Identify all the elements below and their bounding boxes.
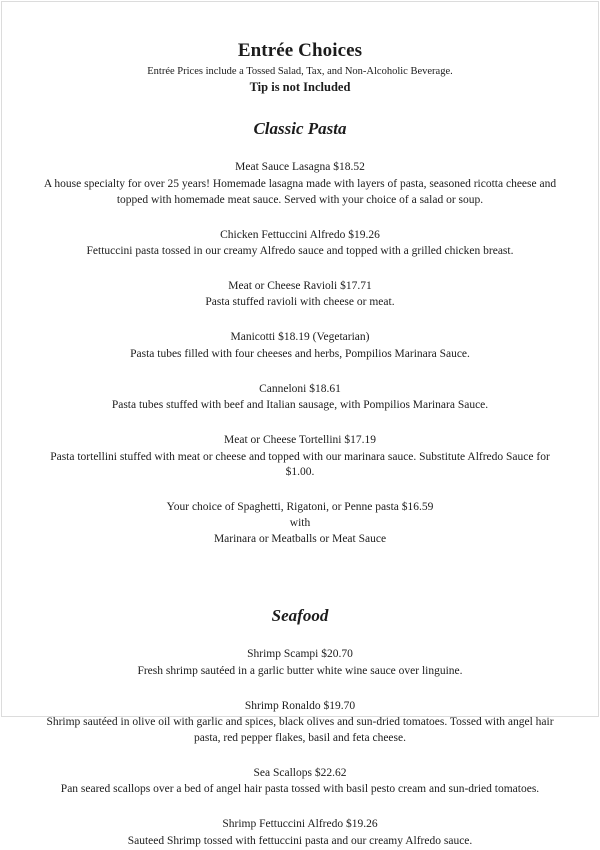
menu-item-description: Pasta stuffed ravioli with cheese or meat. [205, 296, 395, 309]
menu-item-name: Sea Scallops $22.62 [253, 766, 347, 779]
menu-item-description: Pasta tortellini stuffed with meat or cheese and topped with our marinara sauce. Substitute Alfredo Sauce for $1.00. [50, 450, 550, 479]
section-seafood [38, 606, 562, 850]
pasta-choice-line-3: Marinara or Meatballs or Meat Sauce [213, 533, 387, 546]
menu-item [38, 647, 562, 679]
menu-item-list-classic-pasta [38, 160, 562, 548]
menu-item [38, 766, 562, 798]
pasta-choice-line-1: Your choice of Spaghetti, Rigatoni, or Penne pasta $16.59 [166, 501, 434, 514]
page-title: Entrée Choices [237, 40, 363, 61]
menu-item [38, 817, 562, 849]
menu-item-name: Shrimp Fettuccini Alfredo $19.26 [222, 818, 378, 831]
section-title-classic-pasta: Classic Pasta [253, 118, 347, 138]
menu-item-name: Shrimp Scampi $20.70 [247, 648, 353, 661]
menu-item-name: Meat or Cheese Ravioli $17.71 [228, 279, 372, 292]
menu-item-name: Shrimp Ronaldo $19.70 [244, 699, 356, 712]
section-title-seafood: Seafood [271, 605, 329, 625]
menu-item-description: Pasta tubes stuffed with beef and Italian sausage, with Pompilios Marinara Sauce. [111, 399, 489, 412]
menu-item-name: Canneloni $18.61 [259, 382, 341, 395]
menu-item-name: Meat or Cheese Tortellini $17.19 [224, 434, 376, 447]
menu-item [38, 279, 562, 311]
menu-content [2, 2, 598, 850]
menu-item [38, 330, 562, 362]
menu-item-description: Pasta tubes filled with four cheeses and herbs, Pompilios Marinara Sauce. [130, 347, 470, 360]
section-classic-pasta [38, 119, 562, 548]
price-inclusion-note: Entrée Prices include a Tossed Salad, Tax, and Non-Alcoholic Beverage. [147, 65, 453, 77]
menu-item [38, 228, 562, 260]
menu-item-description: Pan seared scallops over a bed of angel hair pasta tossed with basil pesto cream and sun-dried tomatoes. [60, 783, 540, 796]
menu-item-name: Meat Sauce Lasagna $18.52 [235, 161, 365, 174]
menu-item-name: Chicken Fettuccini Alfredo $19.26 [220, 228, 380, 241]
pasta-choice-line-2: with [289, 517, 311, 530]
menu-item-description: Shrimp sautéed in olive oil with garlic and spices, black olives and sun-dried tomatoes. Tossed with angel hair pasta, red pepper flakes, basil and feta cheese. [46, 716, 554, 745]
menu-item [38, 433, 562, 481]
menu-item-description: A house specialty for over 25 years! Homemade lasagna made with layers of pasta, seasoned ricotta cheese and topped with homemade meat sauce. Served with your choice of a salad or soup. [43, 177, 557, 206]
menu-item [38, 382, 562, 414]
menu-header [38, 40, 562, 95]
menu-item-description: Fettuccini pasta tossed in our creamy Alfredo sauce and topped with a grilled chicken breast. [86, 245, 514, 258]
menu-item-pasta-choice [38, 500, 562, 548]
menu-page [1, 1, 599, 847]
menu-item-name: Manicotti $18.19 (Vegetarian) [230, 331, 370, 344]
tip-note: Tip is not Included [249, 79, 351, 94]
menu-item-description: Sauteed Shrimp tossed with fettuccini pasta and our creamy Alfredo sauce. [127, 834, 473, 847]
menu-item [38, 160, 562, 208]
menu-item [38, 699, 562, 747]
menu-item-list-seafood [38, 647, 562, 849]
menu-item-description: Fresh shrimp sautéed in a garlic butter white wine sauce over linguine. [137, 664, 463, 677]
